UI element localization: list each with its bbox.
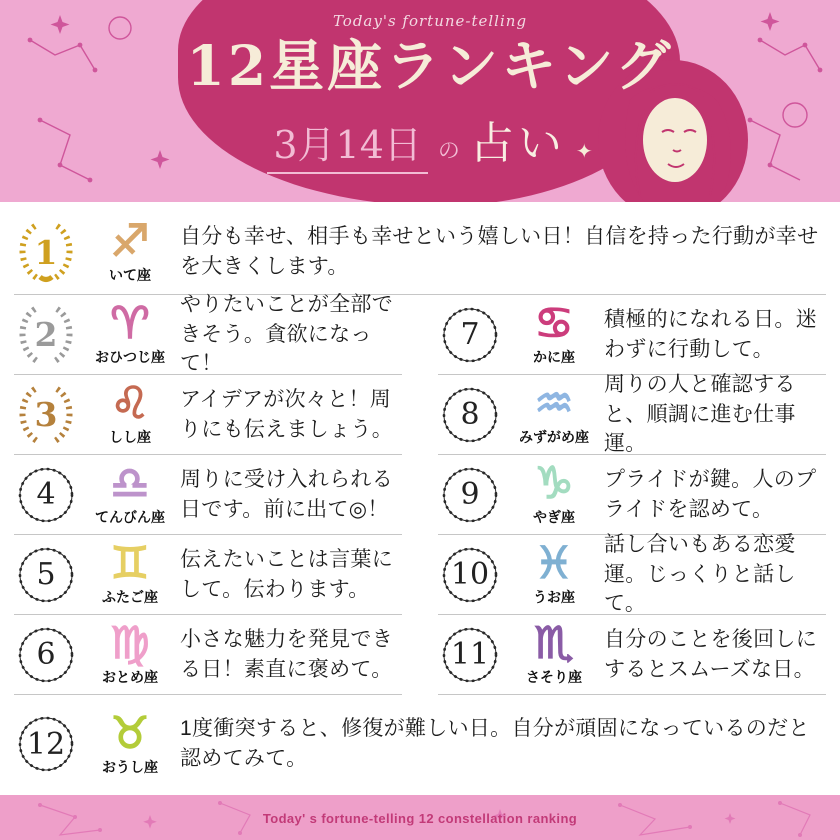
rank-5-ornate-badge: 5 bbox=[14, 543, 78, 607]
fortune-text: 自分も幸せ、相手も幸せという嬉しい日！自信を持った行動が幸せを大きくします。 bbox=[180, 225, 819, 278]
sign-gemini: ♊ ふたご座 bbox=[102, 538, 158, 605]
virgo-icon: ♍ bbox=[110, 618, 150, 669]
fortune-text: 1度衝突すると、修復が難しい日。自分が頑固になっているのだと認めてみて。 bbox=[180, 717, 810, 770]
fortune-text: 自分のことを後回しにするとスムーズな日。 bbox=[604, 627, 817, 681]
rank-6-ornate-badge: 6 bbox=[14, 623, 78, 687]
header-tagline: Today's fortune-telling bbox=[332, 12, 528, 30]
rank-1-laurel-badge bbox=[14, 220, 78, 284]
cancer-icon: ♋ bbox=[534, 298, 574, 349]
rank-item-9 bbox=[438, 455, 826, 535]
rank-2-laurel-badge: 2 bbox=[14, 303, 78, 367]
gemini-icon: ♊ bbox=[110, 538, 150, 589]
sign-taurus: ♉ おうし座 bbox=[102, 707, 158, 775]
page-title: 12星座ランキング bbox=[186, 33, 674, 98]
subtitle-particle: の bbox=[437, 139, 460, 164]
sign-cancer: ♋ かに座 bbox=[533, 298, 575, 365]
rank-12-ornate-badge: 12 bbox=[14, 712, 78, 776]
ranking-grid bbox=[14, 292, 826, 695]
taurus-icon: ♉ bbox=[110, 707, 150, 759]
sign-leo: ♌ しし座 bbox=[109, 378, 151, 445]
rank-item-12 bbox=[14, 695, 826, 791]
rank-item-7 bbox=[438, 295, 826, 375]
rank-4-ornate-badge: 4 bbox=[14, 463, 78, 527]
fortune-text: やりたいことが全部できそう。貪欲になって！ bbox=[180, 292, 393, 376]
rank-item-4 bbox=[14, 455, 402, 535]
footer-caption: Today' s fortune-telling 12 constellation ranking bbox=[262, 810, 578, 826]
libra-icon: ♎ bbox=[110, 458, 150, 509]
rank-item-8 bbox=[438, 372, 826, 456]
fortune-text: 周りの人と確認すると、順調に進む仕事運。 bbox=[604, 372, 796, 456]
rank-8-ornate-badge: 8 bbox=[438, 383, 502, 447]
fortune-text: 小さな魅力を発見できる日！素直に褒めて。 bbox=[180, 627, 393, 681]
aries-icon: ♈ bbox=[110, 298, 150, 349]
fortune-text: プライドが鍵。人のプライドを認めて。 bbox=[604, 467, 817, 521]
capricorn-icon: ♑ bbox=[534, 458, 574, 509]
rank-item-6 bbox=[14, 615, 402, 695]
sagittarius-icon: ♐ bbox=[110, 215, 150, 267]
sign-scorpio: ♏ さそり座 bbox=[526, 618, 582, 685]
footer-band bbox=[0, 795, 840, 840]
sign-capricorn: ♑ やぎ座 bbox=[533, 458, 575, 525]
sign-libra: ♎ てんびん座 bbox=[95, 458, 165, 525]
rank-7-ornate-badge: 7 bbox=[438, 303, 502, 367]
rank-item-10 bbox=[438, 532, 826, 616]
sign-aquarius: ♒ みずがめ座 bbox=[519, 378, 589, 445]
sign-sagittarius: ♐ いて座 bbox=[109, 215, 151, 283]
rank-item-1 bbox=[14, 210, 826, 295]
aquarius-icon: ♒ bbox=[534, 378, 574, 429]
subtitle-word: 占い bbox=[469, 118, 566, 169]
fortune-text: 伝えたいことは言葉にして。伝わります。 bbox=[180, 547, 393, 601]
sign-virgo: ♍ おとめ座 bbox=[102, 618, 158, 685]
header-banner bbox=[0, 0, 840, 202]
scorpio-icon: ♏ bbox=[534, 618, 574, 669]
fortune-text: 周りに受け入れられる日です。前に出て◎！ bbox=[180, 467, 393, 521]
ranking-list bbox=[0, 202, 840, 791]
fortune-text: 積極的になれる日。迷わずに行動して。 bbox=[604, 307, 817, 361]
pisces-icon: ♓ bbox=[534, 538, 574, 589]
sparkle-icon: ✦ bbox=[575, 139, 593, 163]
rank-item-11 bbox=[438, 615, 826, 695]
leo-icon: ♌ bbox=[110, 378, 150, 429]
fortune-date: 3月14日 bbox=[267, 114, 428, 174]
rank-item-2 bbox=[14, 292, 402, 376]
rank-item-3 bbox=[14, 375, 402, 455]
header-subtitle bbox=[180, 107, 680, 174]
sign-pisces: ♓ うお座 bbox=[533, 538, 575, 605]
sign-aries: ♈ おひつじ座 bbox=[95, 298, 165, 365]
fortune-text: 話し合いもある恋愛運。じっくりと話して。 bbox=[604, 532, 796, 616]
rank-11-ornate-badge: 11 bbox=[438, 623, 502, 687]
rank-number: 1 bbox=[34, 232, 58, 272]
fortune-text: アイデアが次々と！周りにも伝えましょう。 bbox=[180, 387, 393, 441]
rank-9-ornate-badge: 9 bbox=[438, 463, 502, 527]
rank-10-ornate-badge: 10 bbox=[438, 543, 502, 607]
rank-item-5 bbox=[14, 535, 402, 615]
rank-3-laurel-badge: 3 bbox=[14, 383, 78, 447]
